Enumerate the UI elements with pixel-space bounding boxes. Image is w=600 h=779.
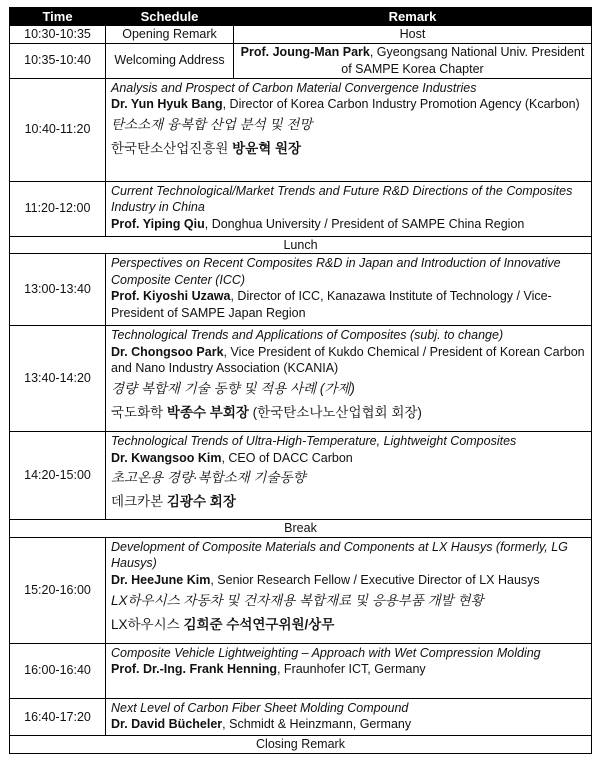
speaker-name: Dr. Yun Hyuk Bang [111, 97, 223, 112]
korean-speaker-line [111, 137, 586, 161]
header-remark: Remark [234, 8, 592, 26]
table-row [10, 520, 592, 538]
korean-name: 김희준 수석연구위원/상무 [183, 616, 335, 632]
korean-name: 김광수 회장 [166, 494, 236, 510]
table-row [10, 735, 592, 753]
speaker-name: Dr. David Bücheler [111, 717, 223, 732]
speaker-line [111, 344, 586, 377]
time-cell: 10:30-10:35 [10, 26, 106, 44]
table-row [10, 698, 592, 735]
speaker-name: Prof. Dr.-Ing. Frank Henning [111, 662, 277, 677]
closing-row-label: Closing Remark [10, 735, 592, 753]
talk-title: Current Technological/Market Trends and Future R&D Directions of the Composites Industry in China [111, 183, 573, 215]
speaker-name: Dr. Chongsoo Park [111, 344, 224, 359]
korean-speaker-line [111, 401, 586, 425]
table-row [10, 326, 592, 432]
schedule-table [9, 7, 592, 754]
remark-cell [106, 181, 592, 236]
remark-cell [106, 432, 592, 520]
table-row [10, 181, 592, 236]
table-row [10, 643, 592, 698]
speaker-line [111, 96, 586, 113]
schedule-cell: Welcoming Address [106, 43, 234, 78]
table-row [10, 43, 592, 78]
time-cell: 11:20-12:00 [10, 181, 106, 236]
speaker-line [111, 661, 586, 678]
remark-cell [106, 326, 592, 432]
korean-org: 데크카본 [111, 494, 167, 510]
talk-title: Composite Vehicle Lightweighting – Approach with Wet Compression Molding [111, 645, 541, 660]
speaker-name: Prof. Yiping Qiu [111, 216, 205, 231]
speaker-line [111, 450, 586, 467]
table-row [10, 432, 592, 520]
speaker-affiliation: , Director of ICC, Kanazawa Institute of Technology / Vice-President of SAMPE Japan Region [111, 289, 552, 320]
schedule-cell: Opening Remark [106, 26, 234, 44]
table-row [10, 236, 592, 254]
talk-title: Technological Trends and Applications of Composites (subj. to change) [111, 328, 504, 343]
speaker-line [111, 216, 586, 233]
speaker-affiliation: , Vice President of Kukdo Chemical / President of Korean Carbon and Nano Industry Association (KCANIA) [111, 344, 585, 376]
speaker-line [111, 288, 586, 321]
lunch-row-label: Lunch [10, 236, 592, 254]
header-row [10, 8, 592, 26]
korean-title: 초고온용 경량·복합소재 기술동향 [111, 470, 306, 486]
table-row [10, 26, 592, 44]
table-row [10, 78, 592, 181]
header-schedule: Schedule [106, 8, 234, 26]
remark-cell [106, 78, 592, 181]
table-row [10, 254, 592, 326]
korean-title: 탄소소재 융복합 산업 분석 및 전망 [111, 116, 313, 132]
korean-speaker-line [111, 490, 586, 514]
korean-suffix: (한국탄소나노산업협회 회장) [248, 404, 422, 420]
remark-cell: Host [234, 26, 592, 44]
speaker-line [111, 716, 586, 733]
speaker-name: Prof. Joung-Man Park [240, 45, 370, 59]
talk-title: Perspectives on Recent Composites R&D in Japan and Introduction of Innovative Composite Center (ICC) [111, 256, 561, 287]
speaker-affiliation: , Donghua University / President of SAMPE China Region [204, 216, 525, 231]
talk-title: Analysis and Prospect of Carbon Material Convergence Industries [111, 80, 477, 95]
speaker-name: Dr. Kwangsoo Kim [111, 450, 222, 465]
speaker-line [111, 572, 586, 589]
korean-name: 방윤혁 원장 [232, 140, 302, 156]
header-time: Time [10, 8, 106, 26]
table-row [10, 537, 592, 643]
speaker-affiliation: , Fraunhofer ICT, Germany [276, 662, 426, 677]
time-cell: 13:00-13:40 [10, 254, 106, 326]
korean-name: 박종수 부회장 [166, 404, 249, 420]
speaker-name: Dr. HeeJune Kim [111, 572, 211, 587]
time-cell: 10:40-11:20 [10, 78, 106, 181]
speaker-affiliation: , Gyeongsang National Univ. President of SAMPE Korea Chapter [341, 45, 585, 76]
speaker-affiliation: , Schmidt & Heinzmann, Germany [222, 717, 412, 732]
korean-title: LX하우시스 자동차 및 건자재용 복합재료 및 응용부품 개발 현황 [111, 592, 484, 608]
time-cell: 14:20-15:00 [10, 432, 106, 520]
remark-cell [106, 698, 592, 735]
talk-title: Next Level of Carbon Fiber Sheet Molding Compound [111, 700, 409, 715]
remark-cell [234, 43, 592, 78]
korean-speaker-line [111, 613, 586, 637]
time-cell: 10:35-10:40 [10, 43, 106, 78]
talk-title: Technological Trends of Ultra-High-Temperature, Lightweight Composites [111, 434, 517, 449]
speaker-affiliation: , Senior Research Fellow / Executive Director of LX Hausys [210, 572, 540, 587]
break-row-label: Break [10, 520, 592, 538]
talk-title: Development of Composite Materials and Components at LX Hausys (formerly, LG Hausys) [111, 539, 568, 571]
time-cell: 15:20-16:00 [10, 537, 106, 643]
korean-org: LX하우시스 [111, 616, 184, 632]
time-cell: 16:00-16:40 [10, 643, 106, 698]
remark-cell [106, 537, 592, 643]
korean-org: 국도화학 [111, 404, 167, 420]
korean-org: 한국탄소산업진흥원 [111, 140, 233, 156]
time-cell: 13:40-14:20 [10, 326, 106, 432]
time-cell: 16:40-17:20 [10, 698, 106, 735]
speaker-affiliation: , Director of Korea Carbon Industry Promotion Agency (Kcarbon) [222, 97, 580, 112]
speaker-affiliation: , CEO of DACC Carbon [221, 450, 353, 465]
speaker-name: Prof. Kiyoshi Uzawa [111, 289, 231, 304]
remark-cell [106, 643, 592, 698]
korean-title: 경량 복합재 기술 동향 및 적용 사례 (가제) [111, 380, 355, 396]
remark-cell [106, 254, 592, 326]
